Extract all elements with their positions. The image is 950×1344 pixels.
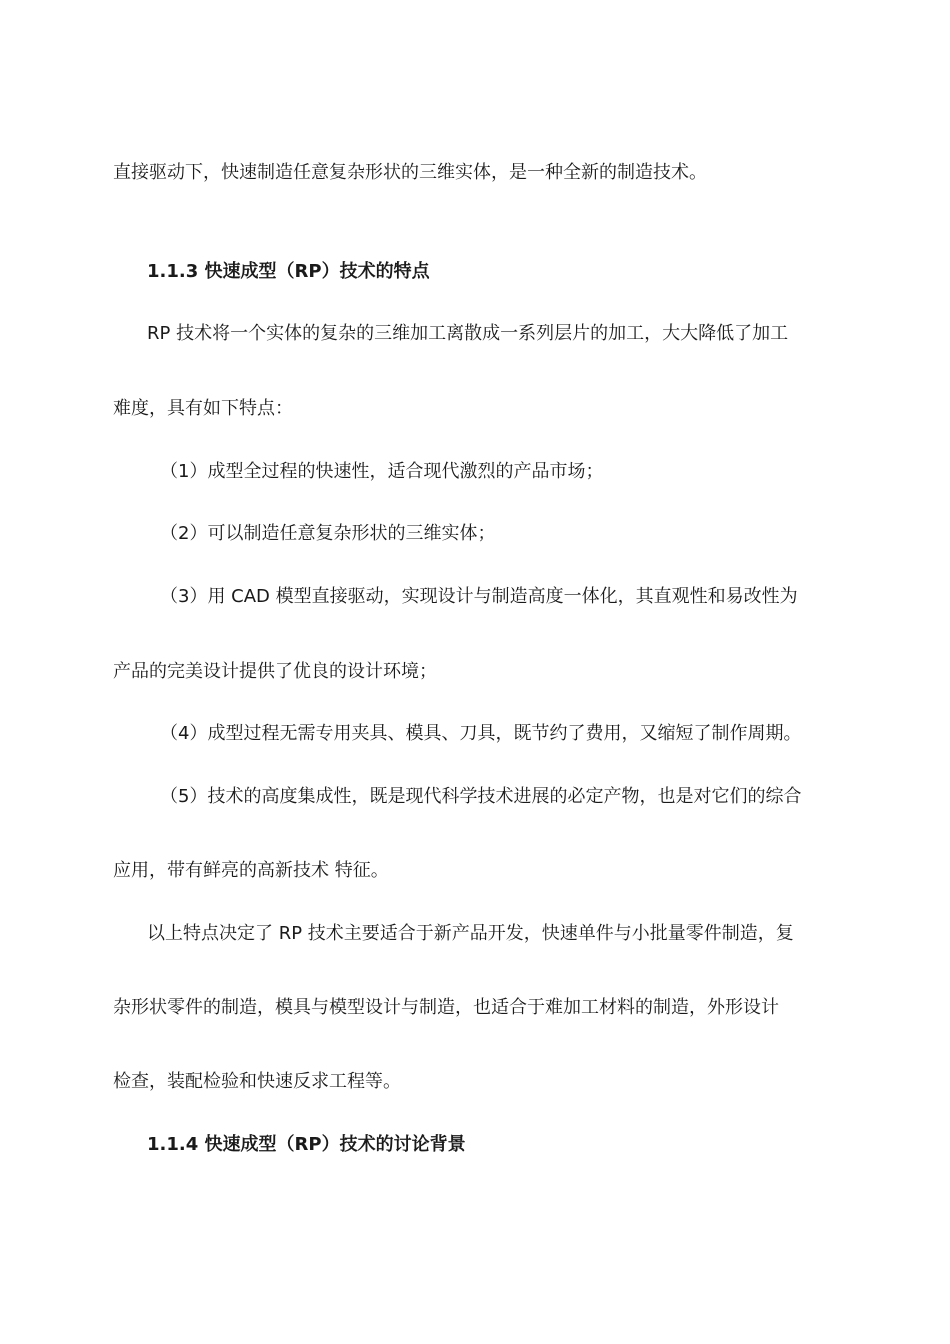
- list-item-1: （1）成型全过程的快速性，适合现代激烈的产品市场；: [160, 461, 604, 482]
- paragraph-continuation: 直接驱动下，快速制造任意复杂形状的三维实体，是一种全新的制造技术。: [113, 162, 707, 183]
- list-item-5-continuation: 应用，带有鲜亮的高新技术 特征。: [113, 860, 389, 881]
- paragraph-line: RP 技术将一个实体的复杂的三维加工离散成一系列层片的加工，大大降低了加工: [147, 323, 789, 344]
- section-heading-1-1-4: 1.1.4 快速成型（RP）技术的讨论背景: [147, 1134, 466, 1155]
- list-item-4: （4）成型过程无需专用夹具、模具、刀具，既节约了费用，又缩短了制作周期。: [160, 723, 802, 744]
- section-heading-1-1-3: 1.1.3 快速成型（RP）技术的特点: [147, 261, 430, 282]
- list-item-3: （3）用 CAD 模型直接驱动，实现设计与制造高度一体化，其直观性和易改性为: [160, 586, 798, 607]
- list-item-3-continuation: 产品的完美设计提供了优良的设计环境；: [113, 661, 437, 682]
- paragraph-line: 以上特点决定了 RP 技术主要适合于新产品开发，快速单件与小批量零件制造，复: [147, 923, 794, 944]
- list-item-5: （5）技术的高度集成性，既是现代科学技术进展的必定产物，也是对它们的综合: [160, 786, 802, 807]
- list-item-2: （2）可以制造任意复杂形状的三维实体；: [160, 523, 496, 544]
- paragraph-line: 难度，具有如下特点：: [113, 398, 293, 419]
- paragraph-line: 检查，装配检验和快速反求工程等。: [113, 1071, 401, 1092]
- paragraph-line: 杂形状零件的制造，模具与模型设计与制造，也适合于难加工材料的制造，外形设计: [113, 997, 779, 1018]
